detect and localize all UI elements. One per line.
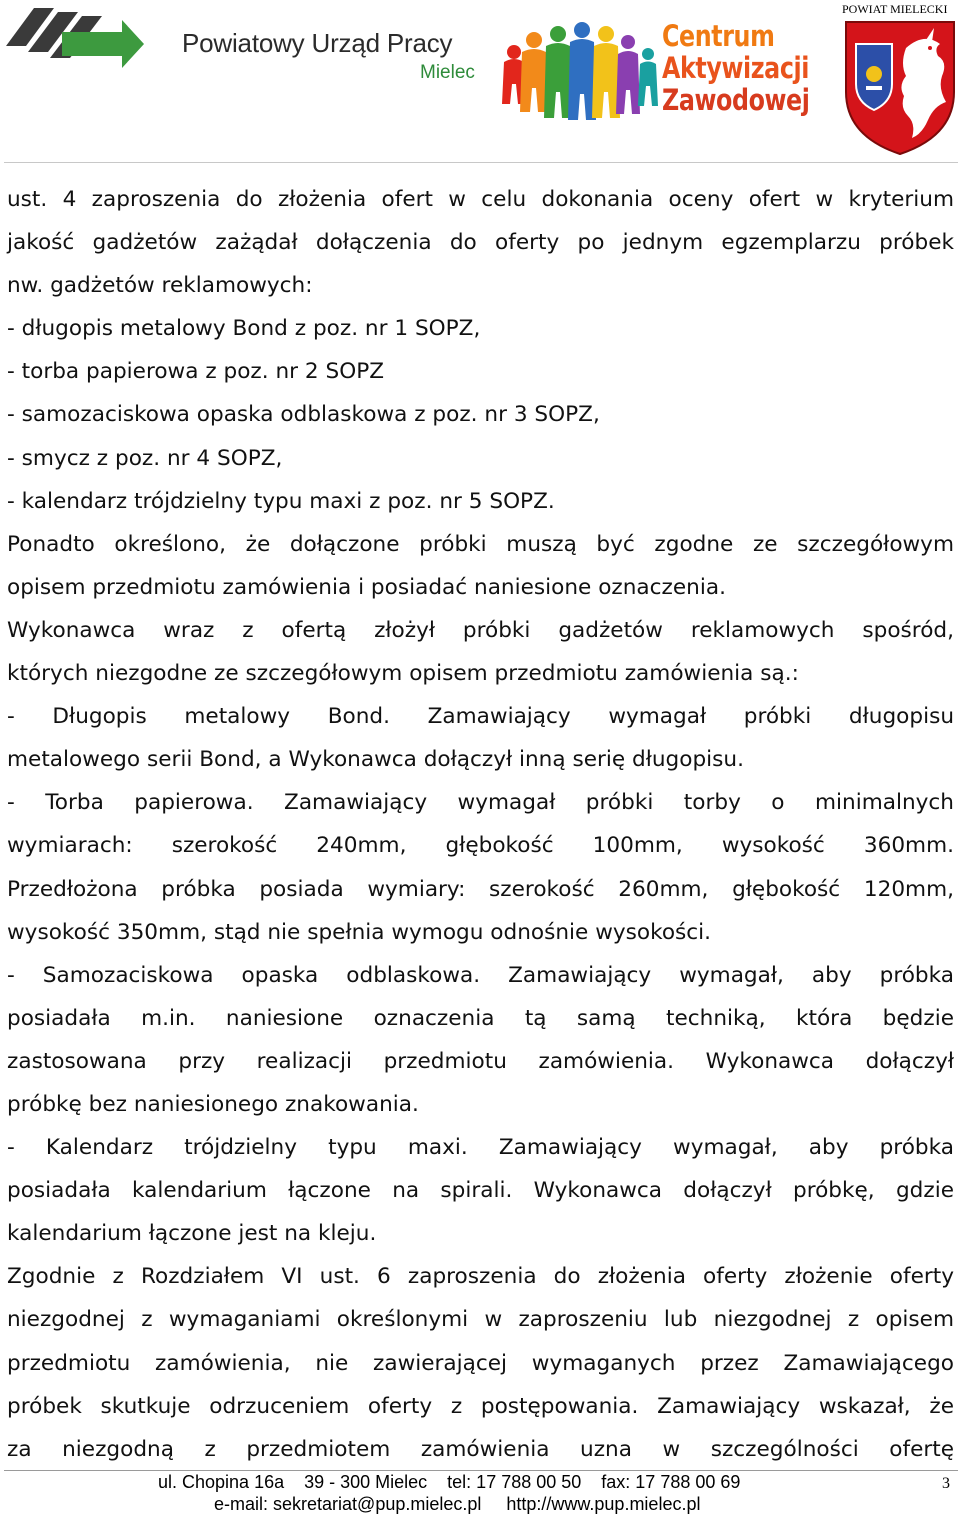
footer-contact: e-mail: sekretariat@pup.mielec.pl http://www.pup.mielec.pl (214, 1494, 701, 1514)
page-number: 3 (942, 1475, 950, 1492)
header-divider (4, 162, 958, 163)
footer-address: ul. Chopina 16a 39 - 300 Mielec tel: 17 788 00 50 fax: 17 788 00 69 (158, 1472, 741, 1492)
county-label: POWIAT MIELECKI (842, 2, 948, 16)
body-line: nw. gadżetów reklamowych: (7, 273, 313, 299)
body-line: przedmiotu zamówienia, nie zawierającej wymaganych przez Zamawiającego (7, 1350, 954, 1376)
center-logo-line1: Centrum (662, 19, 775, 53)
body-line: za niezgodną z przedmiotem zamówienia uzna w szczególności ofertę (7, 1436, 954, 1462)
body-line: Wykonawca wraz z ofertą złożył próbki gadżetów reklamowych spośród, (7, 617, 954, 643)
body-line: - Długopis metalowy Bond. Zamawiający wymagał próbki długopisu (7, 704, 954, 730)
people-silhouettes-icon (500, 14, 660, 126)
county-coat-of-arms-icon (842, 18, 958, 156)
body-line: zastosowana przy realizacji przedmiotu zamówienia. Wykonawca dołączył (7, 1048, 954, 1074)
body-line: - smycz z poz. nr 4 SOPZ, (7, 445, 283, 471)
body-line: próbkę bez naniesionego znakowania. (7, 1091, 419, 1117)
body-line: posiadała m.in. naniesione oznaczenia tą samą techniką, która będzie (7, 1005, 954, 1031)
body-line: opisem przedmiotu zamówienia i posiadać naniesione oznaczenia. (7, 574, 726, 600)
center-logo-line2: Aktywizacji (662, 51, 809, 85)
body-line: - Torba papierowa. Zamawiający wymagał próbki torby o minimalnych (7, 790, 954, 816)
body-line: niezgodnej z wymaganiami określonymi w zaproszeniu lub niezgodnej z opisem (7, 1307, 954, 1333)
center-logo-line3: Zawodowej (662, 83, 810, 117)
body-line: Ponadto określono, że dołączone próbki muszą być zgodne ze szczegółowym (7, 531, 954, 557)
body-line: - samozaciskowa opaska odblaskowa z poz. nr 3 SOPZ, (7, 402, 600, 428)
org-name: Powiatowy Urząd Pracy (182, 28, 453, 58)
body-line: których niezgodne ze szczegółowym opisem przedmiotu zamówienia są.: (7, 661, 799, 687)
center-logo (662, 20, 822, 120)
body-line: - kalendarz trójdzielny typu maxi z poz. nr 5 SOPZ. (7, 488, 555, 514)
body-line: - Samozaciskowa opaska odblaskowa. Zamawiający wymagał, aby próbka (7, 962, 954, 988)
body-line: jakość gadżetów zażądał dołączenia do oferty po jednym egzemplarzu próbek (7, 230, 954, 256)
document-body (7, 178, 954, 1471)
body-line: - Kalendarz trójdzielny typu maxi. Zamawiający wymagał, aby próbka (7, 1135, 954, 1161)
body-line: Przedłożona próbka posiada wymiary: szerokość 260mm, głębokość 120mm, (7, 876, 954, 902)
org-city: Mielec (420, 62, 475, 83)
body-line: metalowego serii Bond, a Wykonawca dołączył inną serię długopisu. (7, 747, 744, 773)
body-line: wymiarach: szerokość 240mm, głębokość 100mm, wysokość 360mm. (7, 833, 954, 859)
body-line: posiadała kalendarium łączone na spirali. Wykonawca dołączył próbkę, gdzie (7, 1178, 954, 1204)
body-line: - długopis metalowy Bond z poz. nr 1 SOPZ, (7, 316, 481, 342)
body-line: kalendarium łączone jest na kleju. (7, 1221, 377, 1247)
body-line: - torba papierowa z poz. nr 2 SOPZ (7, 359, 385, 385)
body-line: Zgodnie z Rozdziałem VI ust. 6 zaproszenia do złożenia oferty złożenie oferty (7, 1264, 954, 1290)
page-header (0, 0, 960, 158)
body-line: próbek skutkuje odrzuceniem oferty z postępowania. Zamawiający wskazał, że (7, 1393, 954, 1419)
body-line: wysokość 350mm, stąd nie spełnia wymogu odnośnie wysokości. (7, 919, 712, 945)
body-line: ust. 4 zaproszenia do złożenia ofert w celu dokonania oceny ofert w kryterium (7, 187, 954, 212)
footer-divider (4, 1470, 958, 1471)
pup-arrow-logo-icon (4, 2, 146, 70)
